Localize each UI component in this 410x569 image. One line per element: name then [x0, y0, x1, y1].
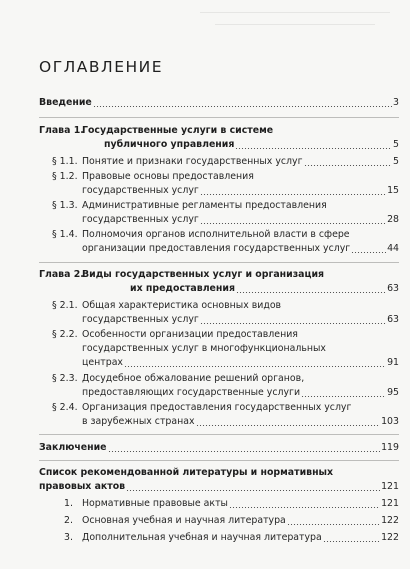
section-1-4-number: § 1.4.	[52, 229, 78, 240]
dot-leader	[304, 165, 393, 166]
section-2-2-title-line1: Особенности организации предоставления	[82, 329, 298, 340]
toc-label: Основная учебная и научная литература	[82, 515, 286, 526]
page-title: ОГЛАВЛЕНИЕ	[39, 58, 164, 76]
toc-page-number: 122	[381, 532, 399, 543]
toc-entry-1-2[interactable]	[82, 184, 399, 198]
toc-page-number: 44	[387, 243, 399, 254]
toc-entry-2-1[interactable]	[82, 313, 399, 327]
toc-entry-literature-2[interactable]	[82, 514, 399, 528]
dot-leader	[229, 507, 380, 508]
toc-entry-1-1[interactable]	[82, 155, 399, 169]
literature-item-2-number: 2.	[64, 515, 73, 526]
dot-leader	[93, 106, 392, 107]
toc-label: правовых актов	[39, 481, 126, 492]
section-1-1-number: § 1.1.	[52, 156, 78, 167]
toc-page-number: 3	[393, 97, 399, 108]
chapter-1-number: Глава 1.	[39, 125, 84, 136]
toc-entry-2-2[interactable]	[82, 356, 399, 370]
toc-page-number: 15	[387, 185, 399, 196]
section-2-1-title-line1: Общая характеристика основных видов	[82, 300, 282, 311]
toc-label: Нормативные правовые акты	[82, 498, 228, 509]
toc-label: государственных услуг	[82, 214, 199, 225]
literature-item-1-number: 1.	[64, 498, 73, 509]
toc-page-number: 95	[387, 387, 399, 398]
literature-title-line1: Список рекомендованной литературы и нормативных	[39, 467, 334, 478]
toc-label: Заключение	[39, 442, 107, 453]
toc-label: публичного управления	[104, 139, 235, 150]
dot-leader	[287, 524, 380, 525]
chapter-2-title-line1: Виды государственных услуг и организация	[82, 269, 325, 280]
section-1-3-title-line1: Административные регламенты предоставления	[82, 200, 327, 211]
toc-page-number: 28	[387, 214, 399, 225]
literature-item-3-number: 3.	[64, 532, 73, 543]
toc-label: центрах	[82, 357, 123, 368]
section-2-4-number: § 2.4.	[52, 402, 78, 413]
toc-label: государственных услуг	[82, 185, 199, 196]
dot-leader	[196, 425, 381, 426]
section-2-3-number: § 2.3.	[52, 373, 78, 384]
toc-label: Дополнительная учебная и научная литература	[82, 532, 322, 543]
toc-entry-2-3[interactable]	[82, 386, 399, 400]
toc-page-number: 121	[381, 481, 399, 492]
toc-label: Введение	[39, 97, 92, 108]
bleed-through-line	[200, 12, 390, 13]
section-1-4-title-line1: Полномочия органов исполнительной власти в сфере	[82, 229, 350, 240]
dot-leader	[126, 490, 380, 491]
section-1-2-number: § 1.2.	[52, 171, 78, 182]
dot-leader	[124, 366, 386, 367]
dot-leader	[236, 292, 386, 293]
section-2-1-number: § 2.1.	[52, 300, 78, 311]
toc-label: организации предоставления государственных услуг	[82, 243, 351, 254]
dot-leader	[351, 252, 386, 253]
toc-page-number: 103	[381, 416, 399, 427]
toc-label: предоставляющих государственные услуги	[82, 387, 301, 398]
dot-leader	[200, 323, 386, 324]
section-1-2-title-line1: Правовые основы предоставления	[82, 171, 254, 182]
toc-page-number: 5	[393, 139, 399, 150]
chapter-1-title-line1: Государственные услуги в системе	[82, 125, 274, 136]
toc-page-number: 122	[381, 515, 399, 526]
section-2-4-title-line1: Организация предоставления государственных услуг	[82, 402, 352, 413]
dot-leader	[235, 148, 392, 149]
toc-entry-literature-3[interactable]	[82, 531, 399, 545]
toc-entry-chapter-1[interactable]	[104, 138, 399, 152]
toc-entry-literature-1[interactable]	[82, 497, 399, 511]
dot-leader	[200, 223, 386, 224]
section-2-2-title-line2: государственных услуг в многофункциональных	[82, 343, 326, 354]
toc-entry-chapter-2[interactable]	[130, 282, 399, 296]
toc-page-number: 119	[381, 442, 399, 453]
section-rule	[39, 262, 399, 263]
section-2-2-number: § 2.2.	[52, 329, 78, 340]
toc-label: в зарубежных странах	[82, 416, 195, 427]
dot-leader	[301, 396, 386, 397]
section-2-3-title-line1: Досудебное обжалование решений органов,	[82, 373, 305, 384]
toc-entry-1-4[interactable]	[82, 242, 399, 256]
chapter-2-number: Глава 2.	[39, 269, 84, 280]
toc-page-number: 63	[387, 314, 399, 325]
bleed-through-line	[215, 24, 375, 25]
toc-label: их предоставления	[130, 283, 235, 294]
section-rule	[39, 434, 399, 435]
dot-leader	[108, 451, 381, 452]
toc-entry-literature[interactable]	[39, 480, 399, 494]
dot-leader	[323, 541, 380, 542]
toc-page-number: 63	[387, 283, 399, 294]
section-rule	[39, 460, 399, 461]
toc-page-number: 5	[393, 156, 399, 167]
section-1-3-number: § 1.3.	[52, 200, 78, 211]
section-rule	[39, 117, 399, 118]
toc-entry-1-3[interactable]	[82, 213, 399, 227]
toc-page-number: 121	[381, 498, 399, 509]
toc-label: Понятие и признаки государственных услуг	[82, 156, 303, 167]
toc-entry-conclusion[interactable]	[39, 441, 399, 455]
toc-page-number: 91	[387, 357, 399, 368]
toc-entry-2-4[interactable]	[82, 415, 399, 429]
dot-leader	[200, 194, 386, 195]
toc-label: государственных услуг	[82, 314, 199, 325]
toc-entry-intro[interactable]	[39, 96, 399, 110]
